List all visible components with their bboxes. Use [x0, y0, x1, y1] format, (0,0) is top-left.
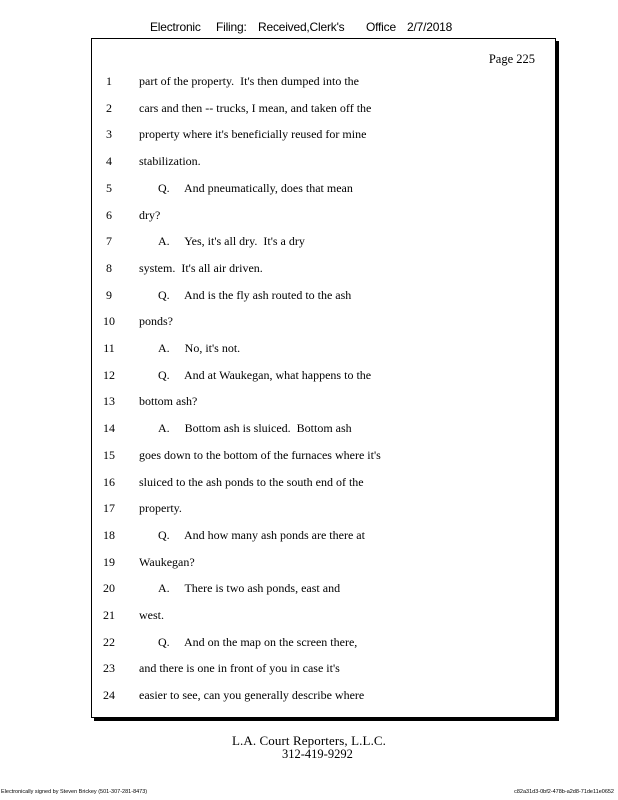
line-number: 16: [103, 474, 115, 489]
line-number: 1: [106, 74, 112, 88]
transcript-lines: [92, 39, 555, 717]
line-text: cars and then -- trucks, I mean, and taken off the: [139, 100, 372, 115]
line-number: 14: [103, 421, 115, 436]
transcript-line: [92, 311, 555, 331]
line-number: 7: [106, 234, 112, 249]
transcript-line: [92, 498, 555, 518]
filing-stamp-header: [0, 20, 618, 36]
transcript-line: [92, 605, 555, 625]
line-number: 15: [103, 447, 115, 462]
line-number: 13: [103, 394, 115, 409]
filing-stamp-date: 2/7/2018: [407, 20, 453, 34]
line-text: sluiced to the ash ponds to the south end of the: [139, 474, 364, 489]
transcript-line: [92, 391, 555, 411]
transcript-line: [92, 685, 555, 705]
transcript-line: [92, 285, 555, 305]
line-text: property.: [139, 501, 182, 516]
line-number: 4: [106, 154, 112, 169]
line-text: Q. And how many ash ponds are there at: [158, 527, 365, 542]
transcript-line: [92, 365, 555, 385]
line-number: 17: [103, 501, 115, 516]
transcript-line: [92, 231, 555, 251]
transcript-line: [92, 71, 555, 91]
line-text: system. It's all air driven.: [139, 260, 263, 275]
line-number: 11: [103, 341, 115, 355]
line-number: 6: [106, 207, 112, 222]
line-number: 21: [103, 608, 115, 622]
line-number: 12: [103, 367, 115, 382]
footer-company: L.A. Court Reporters, L.L.C.: [231, 733, 387, 748]
line-text: A. There is two ash ponds, east and: [158, 581, 341, 596]
line-text: goes down to the bottom of the furnaces where it's: [139, 447, 381, 462]
line-number: 9: [106, 287, 112, 302]
page-number: Page 225: [488, 52, 535, 66]
transcript-line: [92, 178, 555, 198]
line-text: and there is one in front of you in case it's: [139, 661, 340, 676]
filing-stamp-word: Received,Clerk's: [258, 20, 345, 34]
transcript-line: [92, 418, 555, 438]
transcript-line: [92, 151, 555, 171]
signature-left: Electronically signed by Steven Brickey (501-307-281-8473): [1, 789, 148, 795]
line-number: 22: [103, 634, 115, 649]
line-number: 5: [106, 180, 112, 195]
transcript-line: [92, 632, 555, 652]
line-text: part of the property. It's then dumped into the: [139, 74, 359, 88]
transcript-line: [92, 338, 555, 358]
line-text: Waukegan?: [139, 554, 195, 569]
transcript-line: [92, 525, 555, 545]
transcript-line: [92, 124, 555, 144]
line-number: 10: [103, 314, 115, 329]
line-text: bottom ash?: [139, 394, 198, 409]
line-text: Q. And pneumatically, does that mean: [158, 180, 353, 195]
transcript-line: [92, 98, 555, 118]
footer-phone: 312-419-9292: [282, 747, 353, 761]
line-text: dry?: [139, 207, 161, 222]
line-text: ponds?: [139, 314, 173, 329]
line-text: Q. And is the fly ash routed to the ash: [158, 287, 352, 302]
transcript-line: [92, 552, 555, 572]
transcript-page: [91, 38, 556, 718]
filing-stamp-word: Electronic: [150, 20, 201, 34]
filing-stamp-word: Filing:: [216, 20, 247, 34]
transcript-line: [92, 472, 555, 492]
line-number: 24: [103, 688, 115, 703]
line-number: 19: [103, 554, 115, 569]
transcript-line: [92, 445, 555, 465]
transcript-line: [92, 258, 555, 278]
transcript-line: [92, 205, 555, 225]
transcript-line: [92, 658, 555, 678]
line-text: easier to see, can you generally describe where: [139, 688, 365, 703]
filing-stamp-word: Office: [366, 20, 396, 34]
line-text: A. Bottom ash is sluiced. Bottom ash: [158, 421, 352, 436]
line-number: 8: [106, 260, 112, 275]
line-text: A. Yes, it's all dry. It's a dry: [158, 234, 305, 249]
line-number: 18: [103, 527, 115, 542]
line-number: 23: [103, 661, 115, 676]
signature-right: c82a31d3-0bf2-478b-a2d8-71de11e0652: [514, 789, 614, 795]
line-number: 20: [103, 581, 115, 596]
transcript-line: [92, 578, 555, 598]
line-number: 3: [106, 127, 112, 142]
line-text: west.: [139, 608, 164, 622]
line-text: Q. And on the map on the screen there,: [158, 634, 358, 649]
line-number: 2: [106, 100, 112, 115]
line-text: stabilization.: [139, 154, 201, 169]
line-text: property where it's beneficially reused for mine: [139, 127, 367, 142]
line-text: Q. And at Waukegan, what happens to the: [158, 367, 372, 382]
line-text: A. No, it's not.: [158, 341, 241, 355]
